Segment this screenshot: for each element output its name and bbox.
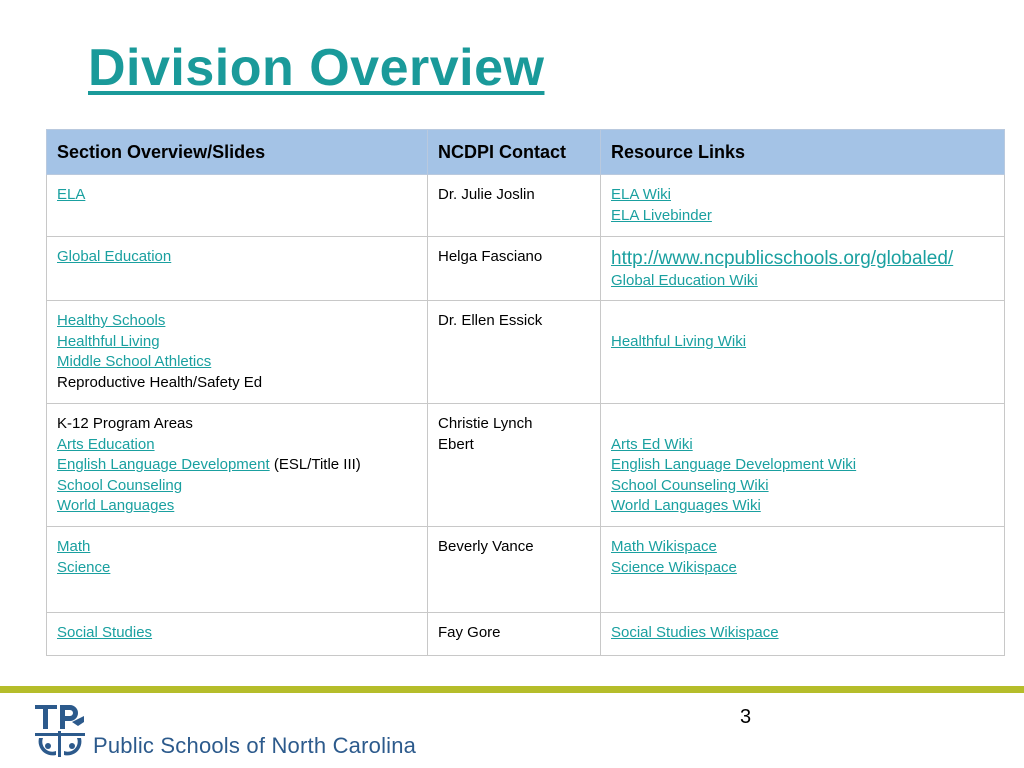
spacer-line [611, 311, 994, 332]
header-resources: Resource Links [601, 130, 1005, 175]
resource-url-link[interactable]: http://www.ncpublicschools.org/globaled/ [611, 248, 954, 269]
header-contact: NCDPI Contact [428, 130, 601, 175]
resources-cell [601, 404, 1005, 527]
section-link[interactable]: School Counseling [57, 476, 183, 494]
contact-name: Christie Lynch [438, 415, 533, 432]
table-row [47, 613, 1005, 656]
page-number: 3 [740, 706, 752, 728]
section-cell [47, 613, 428, 656]
contact-cell [428, 613, 601, 656]
resource-link[interactable]: Social Studies Wikispace [611, 624, 779, 641]
section-link[interactable]: Global Education [57, 248, 172, 265]
section-link[interactable]: Science [57, 558, 111, 576]
table-row [47, 527, 1005, 613]
section-link[interactable]: Arts Education [57, 435, 155, 453]
resources-cell [601, 527, 1005, 613]
resource-link[interactable]: Math Wikispace [611, 538, 717, 555]
contact-cell [428, 237, 601, 301]
contact-cell [428, 301, 601, 404]
section-text: K-12 Program Areas [57, 415, 193, 432]
section-link[interactable]: World Languages [57, 497, 175, 514]
spacer-line [611, 414, 994, 435]
resource-link[interactable]: Healthful Living Wiki [611, 332, 747, 350]
contact-name: Dr. Julie Joslin [438, 186, 535, 203]
contact-name: Fay Gore [438, 624, 501, 641]
section-cell [47, 175, 428, 237]
resources-cell [601, 175, 1005, 237]
resource-link[interactable]: World Languages Wiki [611, 497, 761, 514]
resource-link[interactable]: School Counseling Wiki [611, 476, 769, 494]
contact-name: Dr. Ellen Essick [438, 312, 543, 329]
section-cell [47, 237, 428, 301]
ncdpi-logo-icon [34, 704, 86, 758]
section-link[interactable]: Middle School Athletics [57, 353, 212, 370]
resources-cell [601, 301, 1005, 404]
contact-name: Ebert [438, 435, 474, 453]
section-cell [47, 301, 428, 404]
section-link[interactable]: English Language Development [57, 456, 270, 473]
contact-cell [428, 527, 601, 613]
resource-link[interactable]: Science Wikispace [611, 558, 737, 576]
contact-name: Beverly Vance [438, 538, 534, 555]
header-section: Section Overview/Slides [47, 130, 428, 175]
contact-name: Helga Fasciano [438, 248, 543, 265]
contact-cell [428, 175, 601, 237]
table-row [47, 404, 1005, 527]
section-link[interactable]: Healthy Schools [57, 312, 166, 329]
resources-cell [601, 237, 1005, 301]
contact-cell [428, 404, 601, 527]
table-row [47, 301, 1005, 404]
section-link[interactable]: Social Studies [57, 624, 153, 641]
section-suffix: (ESL/Title III) [269, 456, 361, 473]
section-text: Reproductive Health/Safety Ed [57, 373, 263, 391]
organization-name: Public Schools of North Carolina [93, 733, 417, 758]
section-link[interactable]: ELA [57, 186, 86, 203]
section-link[interactable]: Healthful Living [57, 332, 160, 350]
section-cell [47, 527, 428, 613]
resource-link[interactable]: Arts Ed Wiki [611, 435, 693, 453]
section-cell [47, 404, 428, 527]
resources-cell [601, 613, 1005, 656]
table-header-row [47, 130, 1005, 175]
section-link[interactable]: Math [57, 538, 91, 555]
slide-title: Division Overview [88, 39, 545, 97]
resource-link[interactable]: English Language Development Wiki [611, 456, 857, 473]
resource-link[interactable]: ELA Wiki [611, 186, 672, 203]
division-overview-table [46, 129, 1005, 656]
resource-link[interactable]: Global Education Wiki [611, 272, 758, 289]
section-line [57, 455, 417, 476]
table-row [47, 175, 1005, 237]
footer-divider-bar [0, 686, 1024, 693]
table-row [47, 237, 1005, 301]
resource-link[interactable]: ELA Livebinder [611, 206, 712, 224]
